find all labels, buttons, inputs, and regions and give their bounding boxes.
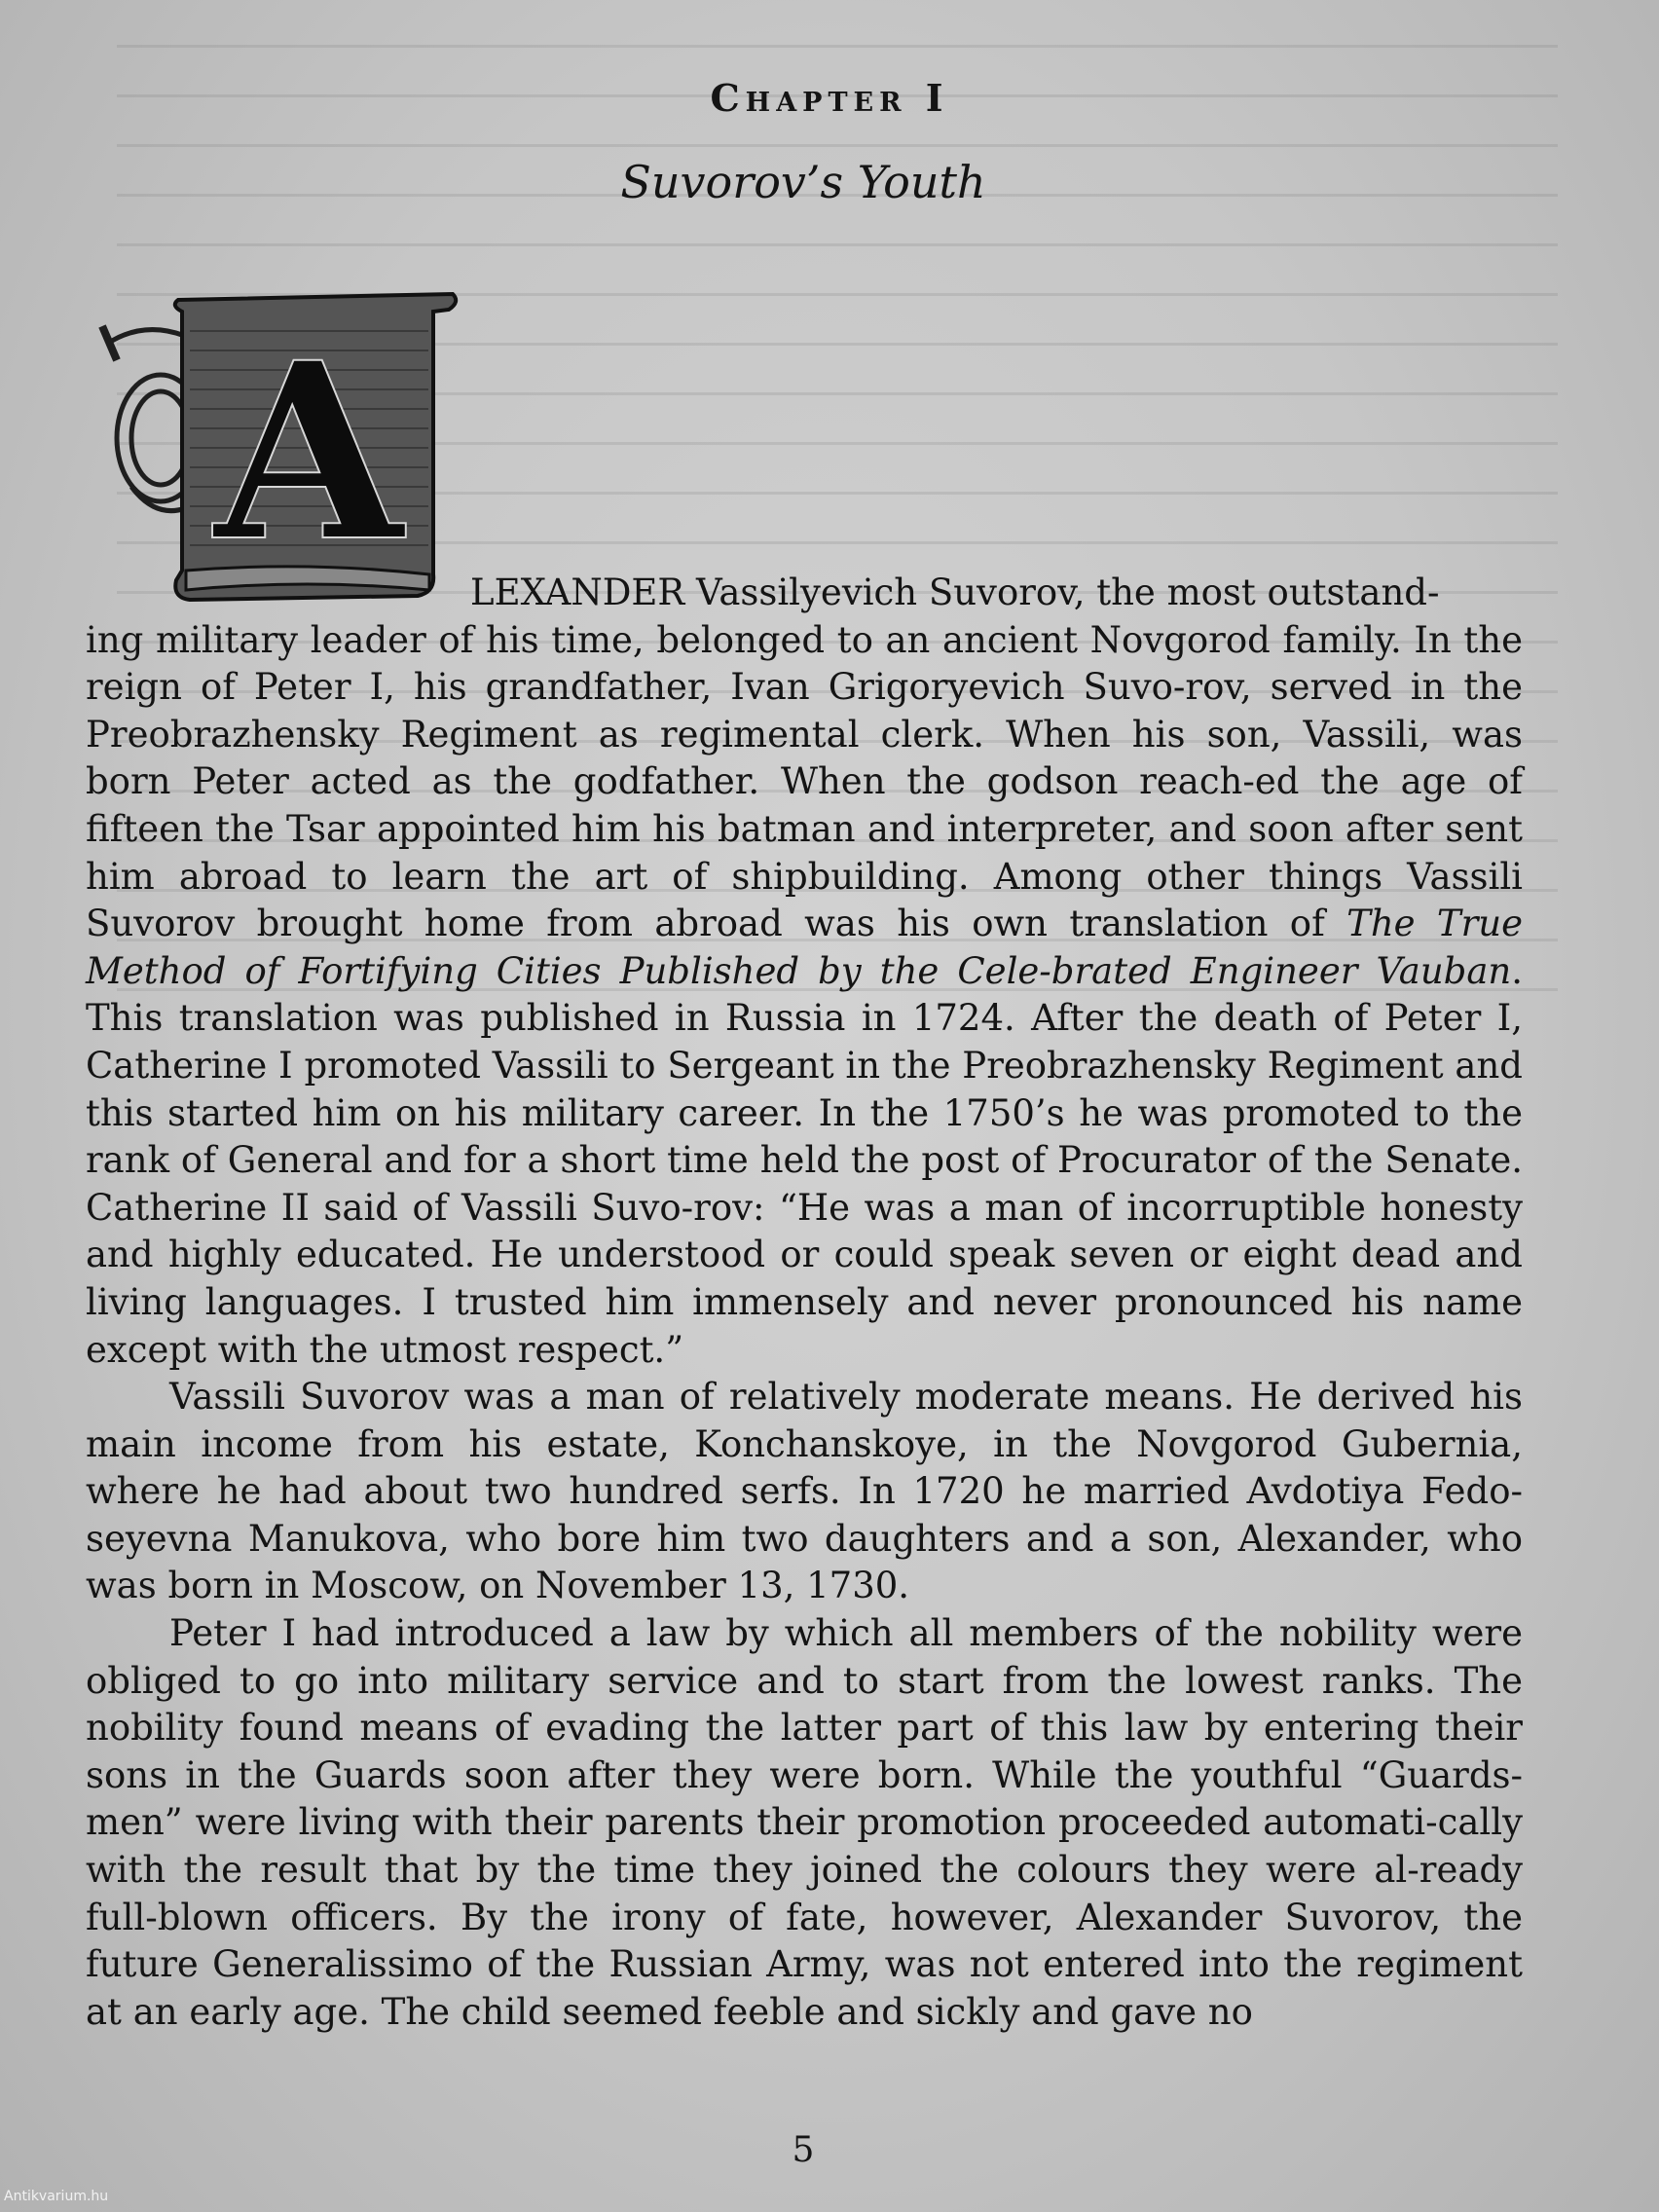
chapter-title: Suvorov’s Youth (620, 156, 986, 208)
paragraph-1-text-a: ing military leader of his time, belonged to an ancient Novgorod family. In the reign of Peter I, his grandfather, Ivan Grigoryevich Suvo-rov, served in the Preobrazhensky Regiment as regimental clerk. When his son, Vassili, was born Peter acted as the godfather. When the godson reach-ed the age of fifteen the Tsar appointed him his batman and interpreter, and soon after sent him abroad to learn the art of shipbuilding. Among other things Vassili Suvorov brought home from abroad was his own translation of (86, 618, 1523, 945)
book-title-italic: The True Method of Fortifying Cities Published by the Cele-brated Engineer Vauban (86, 903, 1523, 992)
paragraph-1 (86, 570, 1523, 1374)
paragraph-1-text-b: . This translation was published in Russia in 1724. After the death of Peter I, Catherine I promoted Vassili to Sergeant in the Preobrazhensky Regiment and this started him on his military career. In the 1750’s he was promoted to the rank of General and for a short time held the post of Procurator of the Senate. Catherine II said of Vassili Suvo-rov: “He was a man of incorruptible honesty and highly educated. He understood or could speak seven or eight dead and living languages. I trusted him immensely and never pronounced his name except with the utmost respect.” (86, 949, 1523, 1371)
watermark: Antikvarium.hu (4, 2189, 109, 2204)
paragraph-3: Peter I had introduced a law by which all members of the nobility were obliged to go into military service and to start from the lowest ranks. The nobility found means of evading the latter part of this law by entering their sons in the Guards soon after they were born. While the youthful “Guards-men” were living with their parents their promotion proceeded automati-cally with the result that by the time they joined the colours they were al-ready full-blown officers. By the irony of fate, however, Alexander Suvorov, the future Generalissimo of the Russian Army, was not entered into the regiment at an early age. The child seemed feeble and sickly and gave no (86, 1612, 1523, 2033)
paragraph-lead-line: LEXANDER Vassilyevich Suvorov, the most outstand- (470, 571, 1440, 613)
page-number: 5 (792, 2130, 815, 2170)
drop-cap-letter: A (214, 309, 403, 595)
body-text (86, 570, 1523, 2036)
paragraph-2: Vassili Suvorov was a man of relatively moderate means. He derived his main income from his estate, Konchanskoye, in the Novgorod Gubernia, where he had about two hundred serfs. In 1720 he married Avdotiya Fedo-seyevna Manukova, who bore him two daughters and a son, Alexander, who was born in Moscow, on November 13, 1730. (86, 1376, 1523, 1607)
chapter-heading: Chapter I (710, 76, 949, 120)
decorated-initial-icon (92, 282, 472, 604)
